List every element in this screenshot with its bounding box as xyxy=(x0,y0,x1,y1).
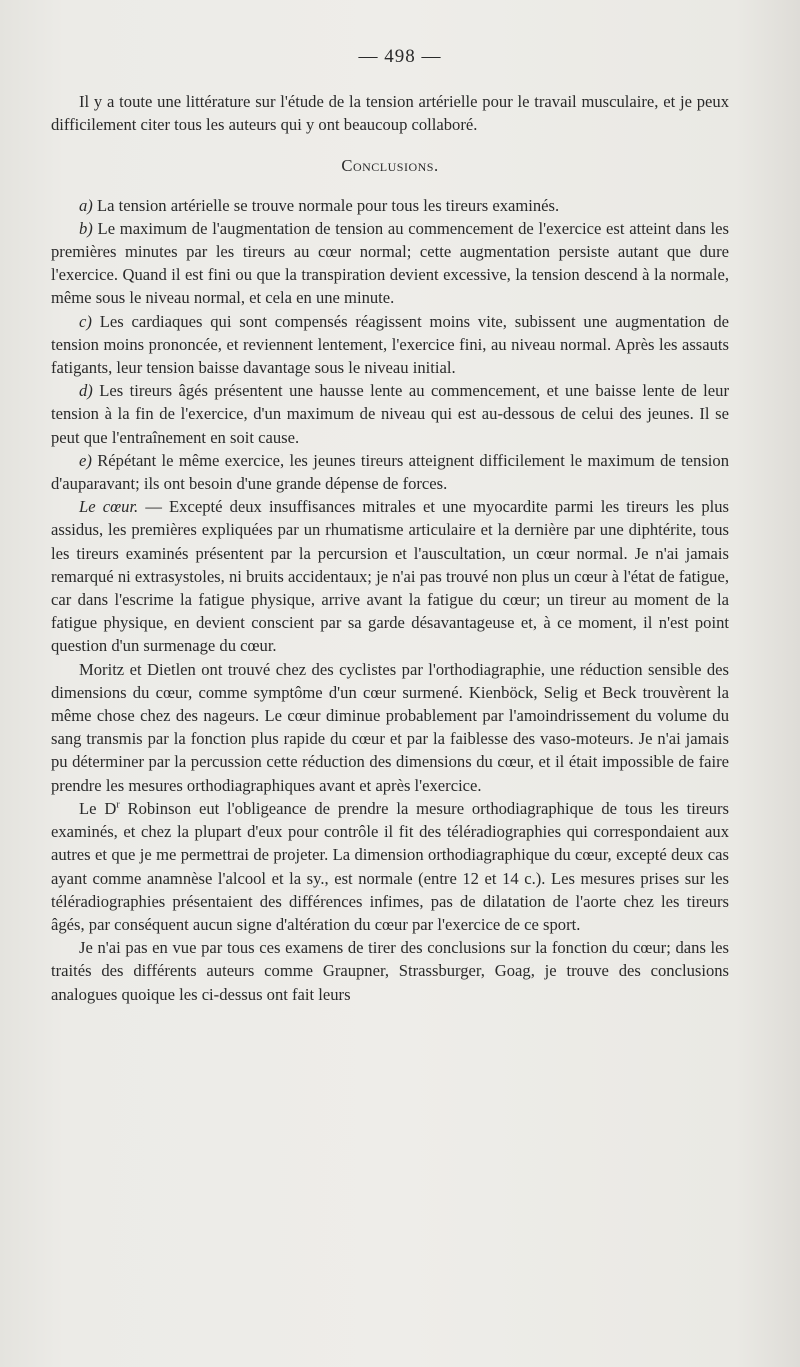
coeur-text: — Excepté deux insuffisances mitrales et une myocardite parmi les tireurs les plus assidus, les premières expliquées par un rhumatisme articulaire et la dernière par une diphtérite, tous les tireurs examinés présentent par la percursion et l'auscultation, un cœur normal. Je n'ai jamais remarqué ni extrasystoles, ni bruits accidentaux; je n'ai pas trouvé non plus un cœur à l'état de fatigue, car dans l'escrime la fatigue physique, arrive avant la fatigue du cœur; un tireur au moment de la fatigue physique, en devient conscient par sa garde désavantageuse et, à ce moment, il n'est point question d'un surmenage du cœur. xyxy=(51,497,729,656)
robinson-paragraph xyxy=(51,797,729,936)
robinson-prefix: Le D xyxy=(79,798,117,818)
robinson-superscript: r xyxy=(116,799,120,811)
moritz-paragraph: Moritz et Dietlen ont trouvé chez des cyclistes par l'orthodiagraphie, une réduction sensible des dimensions du cœur, comme symptôme d'un cœur surmené. Kienböck, Selig et Beck trouvèrent la même chose chez des nageurs. Le cœur diminue probablement par l'amoindrissement du volume du sang transmis par la fonction plus rapide du cœur et par la faiblesse des vaso-moteurs. Je n'ai jamais pu déterminer par la percussion cette réduction des dimensions du cœur, et il était impossible de faire prendre les mesures orthodiagraphiques avant et après l'exercice. xyxy=(51,659,729,795)
item-label: e) xyxy=(79,450,92,470)
closing-paragraph: Je n'ai pas en vue par tous ces examens de tirer des conclusions sur la fonction du cœur; dans les traités des différents auteurs comme Graupner, Strassburger, Goag, je trouve des conclusions analogues quoique les ci-dessus ont fait leurs xyxy=(51,938,729,1004)
conclusion-item-a xyxy=(51,194,729,217)
conclusion-item-b xyxy=(51,217,729,310)
item-label: d) xyxy=(79,381,93,401)
item-label: b) xyxy=(79,218,93,238)
item-text: Répétant le même exercice, les jeunes tireurs atteignent difficilement le maximum de tension d'auparavant; ils ont besoin d'une grande dépense de forces. xyxy=(51,450,729,494)
coeur-paragraph xyxy=(51,495,729,657)
coeur-label: Le cœur. xyxy=(79,497,139,517)
item-text: Les cardiaques qui sont compensés réagissent moins vite, subissent une augmentation de tension moins prononcée, et reviennent lentement, l'exercice fini, au niveau normal. Après les assauts fatigants, leur tension baisse davantage sous le niveau initial. xyxy=(51,311,729,378)
item-text: Les tireurs âgés présentent une hausse lente au commencement, et une baisse lente de leur tension à la fin de l'exercice, d'un maximum de niveau qui est au-dessous de celui des jeunes. Il se peut que l'entraînement en soit cause. xyxy=(51,381,729,447)
conclusion-item-d xyxy=(51,379,729,449)
item-label: a) xyxy=(79,195,93,215)
page-body xyxy=(51,90,729,1006)
robinson-text: Robinson eut l'obligeance de prendre la mesure orthodiagraphique de tous les tireurs examinés, et chez la plupart d'eux pour contrôle il fit des téléradiographies qui correspondaient aux autres et que je me permettrai de projeter. La dimension orthodiagraphique du cœur, excepté deux cas ayant comme anamnèse l'alcool et la sy., est normale (entre 12 et 14 c.). Les mesures prises sur les téléradiographies présentaient des différences infimes, pas de dilatation de l'aorte chez les tireurs âgés, par conséquent aucun signe d'altération du cœur par l'exercice de ce sport. xyxy=(51,798,730,934)
item-label: c) xyxy=(79,311,92,331)
item-text: La tension artérielle se trouve normale pour tous les tireurs examinés. xyxy=(92,195,560,215)
item-text: Le maximum de l'augmentation de tension au commencement de l'exercice est atteint dans les premières minutes par les tireurs au cœur normal; cette augmentation persiste autant que dure l'exercice. Quand il est fini ou que la transpiration devient excessive, la tension descend à la normale, même sous le niveau normal, et cela en une minute. xyxy=(51,218,729,308)
conclusion-item-e xyxy=(51,449,729,495)
intro-paragraph: Il y a toute une littérature sur l'étude de la tension artérielle pour le travail musculaire, et je peux difficilement citer tous les auteurs qui y ont beaucoup collaboré. xyxy=(51,92,729,135)
conclusion-item-c xyxy=(51,310,729,380)
page-number: — 498 — xyxy=(358,46,442,67)
section-heading-conclusions: Conclusions. xyxy=(341,156,439,176)
